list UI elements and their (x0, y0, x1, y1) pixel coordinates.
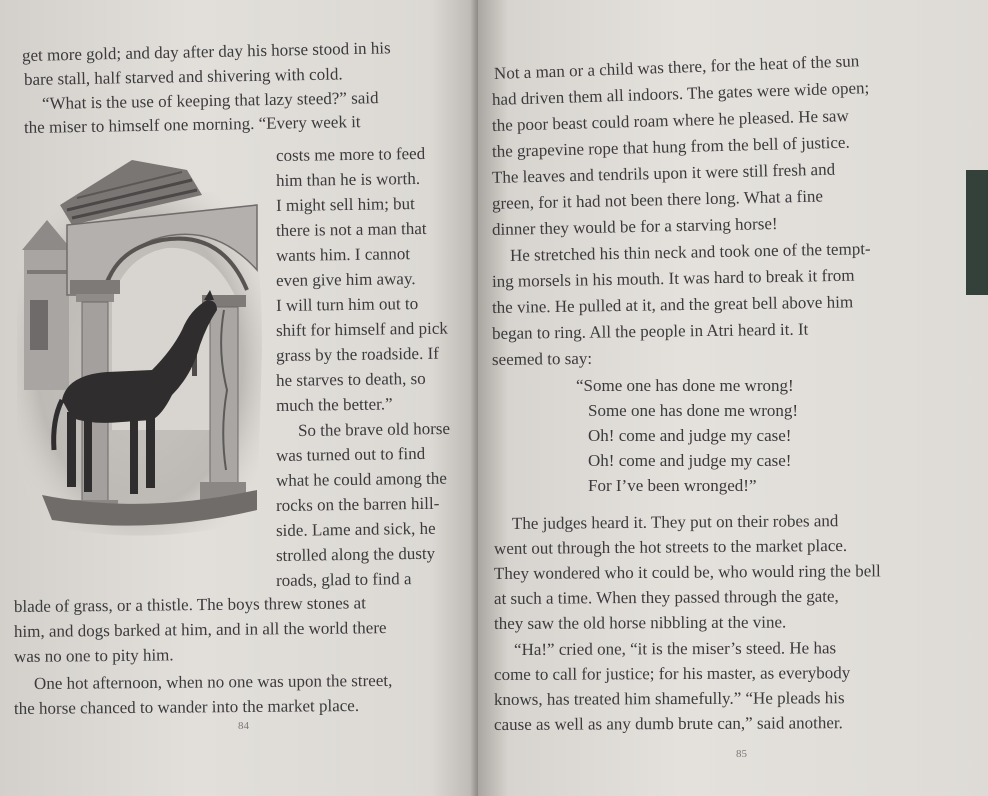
text-line: The leaves and tendrils upon it were still fresh and (491, 159, 836, 187)
text-line: I will turn him out to (275, 294, 419, 315)
text-line: strolled along the dusty (275, 543, 436, 565)
text-line: was no one to pity him. (13, 645, 174, 666)
text-line: there is not a man that (275, 218, 427, 240)
text-line: went out through the hot streets to the market place. (493, 535, 848, 558)
page-tab-marker (966, 170, 988, 295)
text-line: knows, has treated him shamefully.” “He pleads his (493, 688, 845, 709)
text-line: him, and dogs barked at him, and in all the world there (13, 618, 387, 641)
text-line: dinner they would be for a starving horse! (491, 214, 778, 239)
text-line: “What is the use of keeping that lazy steed?” said (41, 88, 379, 113)
text-line: the miser to himself one morning. “Every week it (23, 112, 361, 137)
text-line: seemed to say: (491, 348, 593, 369)
text-line: wants him. I cannot (275, 244, 411, 265)
text-line: roads, glad to find a (275, 569, 412, 590)
text-line: the poor beast could roam where he pleased. He saw (491, 106, 849, 135)
text-line: So the brave old horse (297, 418, 451, 440)
text-line: One hot afternoon, when no one was upon the street, (33, 670, 393, 693)
text-line: much the better.” (275, 394, 393, 415)
text-line: cause as well as any dumb brute can,” said another. (493, 713, 843, 734)
text-line: bare stall, half starved and shivering with cold. (23, 64, 343, 89)
text-line: “Ha!” cried one, “it is the miser’s steed. He has (513, 638, 837, 659)
text-line: He stretched his thin neck and took one of the tempt- (509, 239, 871, 265)
text-line: at such a time. When they passed through the gate, (493, 586, 839, 608)
verse-line: Some one has done me wrong! (588, 401, 799, 420)
page-number: 84 (238, 720, 249, 732)
text-line: they saw the old horse nibbling at the vine. (493, 612, 787, 633)
horse-illustration (12, 150, 267, 545)
text-line: They wondered who it could be, who would ring the bell (493, 561, 881, 583)
text-line: began to ring. All the people in Atri heard it. It (491, 319, 809, 343)
text-line: blade of grass, or a thistle. The boys threw stones at (13, 593, 366, 616)
text-line: the grapevine rope that hung from the bell of justice. (491, 132, 850, 161)
text-line: he starves to death, so (275, 368, 426, 390)
text-line: side. Lame and sick, he (275, 518, 436, 540)
text-line: what he could among the (275, 468, 448, 490)
right-page (478, 0, 988, 796)
text-line: I might sell him; but (275, 194, 415, 215)
text-line: him than he is worth. (275, 168, 421, 190)
text-line: The judges heard it. They put on their robes and (511, 511, 839, 533)
verse-line: Oh! come and judge my case! (588, 451, 792, 470)
text-line: shift for himself and pick (275, 318, 448, 340)
page-number: 85 (736, 748, 747, 760)
background-building (22, 220, 72, 390)
text-line: grass by the roadside. If (275, 343, 439, 365)
verse-line: Oh! come and judge my case! (588, 426, 792, 445)
verse-line: For I’ve been wronged!” (588, 476, 757, 495)
text-line: even give him away. (275, 269, 416, 290)
text-line: come to call for justice; for his master, as everybody (493, 663, 851, 684)
text-line: Not a man or a child was there, for the heat of the sun (493, 51, 860, 83)
left-page (0, 0, 478, 796)
text-line: the horse chanced to wander into the market place. (13, 695, 360, 718)
text-line: green, for it had not been there long. What a fine (491, 186, 824, 213)
verse-line: “Some one has done me wrong! (576, 376, 794, 395)
text-line: costs me more to feed (275, 143, 426, 165)
text-line: get more gold; and day after day his horse stood in his (21, 38, 391, 65)
text-line: ing morsels in his mouth. It was hard to break it from (491, 265, 855, 291)
text-line: rocks on the barren hill- (275, 493, 440, 515)
text-line: the vine. He pulled at it, and the great bell above him (491, 292, 854, 317)
text-line: had driven them all indoors. The gates were wide open; (491, 78, 870, 109)
text-line: was turned out to find (275, 443, 426, 465)
